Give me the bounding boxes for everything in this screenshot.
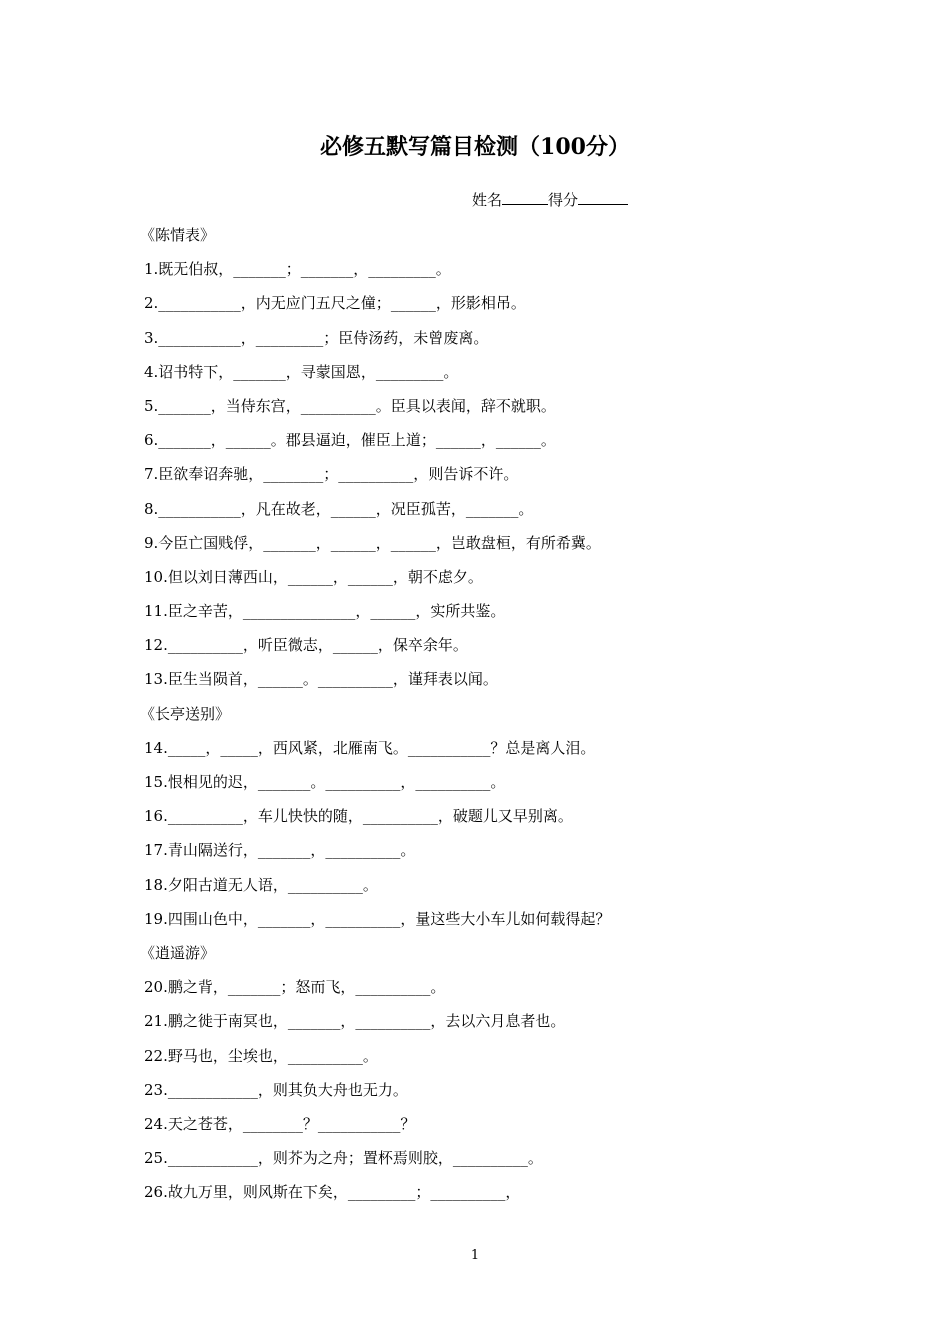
question-line: 22.野马也，尘埃也，__________。	[144, 1046, 378, 1065]
question-line: 6._______，______。郡县逼迫，催臣上道；______，______。	[144, 431, 556, 450]
question-line: 17.青山隔送行，_______，__________。	[144, 841, 416, 860]
question-line: 9.今臣亡国贱俘，_______，______，______，岂敢盘桓，有所希冀。	[144, 533, 601, 552]
question-line: 24.天之苍苍，________？___________？	[144, 1114, 416, 1133]
page-title: 必修五默写篇目检测（100分）	[320, 134, 630, 160]
name-score-line	[472, 188, 628, 210]
question-line: 25.____________，则芥为之舟；置杯焉则胶，__________。	[144, 1149, 543, 1168]
score-label: 得分	[548, 191, 579, 209]
question-line: 3.___________，_________；臣侍汤药，未曾废离。	[144, 328, 489, 347]
question-line: 21.鹏之徙于南冥也，_______，__________，去以六月息者也。	[144, 1012, 566, 1031]
question-line: 2.___________，内无应门五尺之僮；______，形影相吊。	[144, 294, 526, 313]
question-line: 5._______，当侍东宫，__________。臣具以表闻，辞不就职。	[144, 396, 556, 415]
name-label: 姓名	[472, 191, 503, 209]
question-list	[140, 224, 844, 1215]
section-title-changtingsongbie: 《长亭送别》	[140, 704, 231, 723]
page-number: 1	[470, 1248, 480, 1263]
question-line: 7.臣欲奉诏奔驰，________；__________，则告诉不许。	[144, 465, 519, 484]
question-line: 23.____________，则其负大舟也无力。	[144, 1080, 408, 1099]
question-line: 20.鹏之背，_______；怒而飞，__________。	[144, 978, 446, 997]
section-title-chenqingbiao: 《陈情表》	[140, 226, 216, 244]
question-line: 15.恨相见的迟，_______。__________，__________。	[144, 773, 506, 791]
question-line: 16.__________，车儿快快的随，__________，破题儿又早别离。	[144, 807, 573, 826]
score-blank[interactable]	[578, 188, 628, 205]
question-line: 8.___________，凡在故老，______，况臣孤苦，_______。	[144, 499, 534, 518]
question-line: 26.故九万里，则风斯在下矣，_________；__________，	[144, 1183, 521, 1202]
question-line: 10.但以刘日薄西山，______，______，朝不虑夕。	[144, 567, 483, 586]
question-line: 4.诏书特下，_______，寻蒙国恩，_________。	[144, 362, 459, 381]
question-line: 14._____，_____，西风紧，北雁南飞。___________？总是离人泪。	[144, 738, 596, 757]
question-line: 11.臣之辛苦，_______________，______，实所共鉴。	[144, 602, 506, 621]
question-line: 13.臣生当陨首，______。__________，谨拜表以闻。	[144, 670, 498, 689]
question-line: 1.既无伯叔，_______；_______，_________。	[144, 260, 451, 279]
name-blank[interactable]	[502, 188, 548, 205]
question-line: 18.夕阳古道无人语，__________。	[144, 875, 378, 894]
question-line: 19.四围山色中，_______，__________，量这些大小车儿如何载得起？	[144, 909, 611, 928]
question-line: 12.__________，听臣微志，______，保卒余年。	[144, 636, 468, 655]
section-title-xiaoyaoyou: 《逍遥游》	[140, 943, 216, 962]
